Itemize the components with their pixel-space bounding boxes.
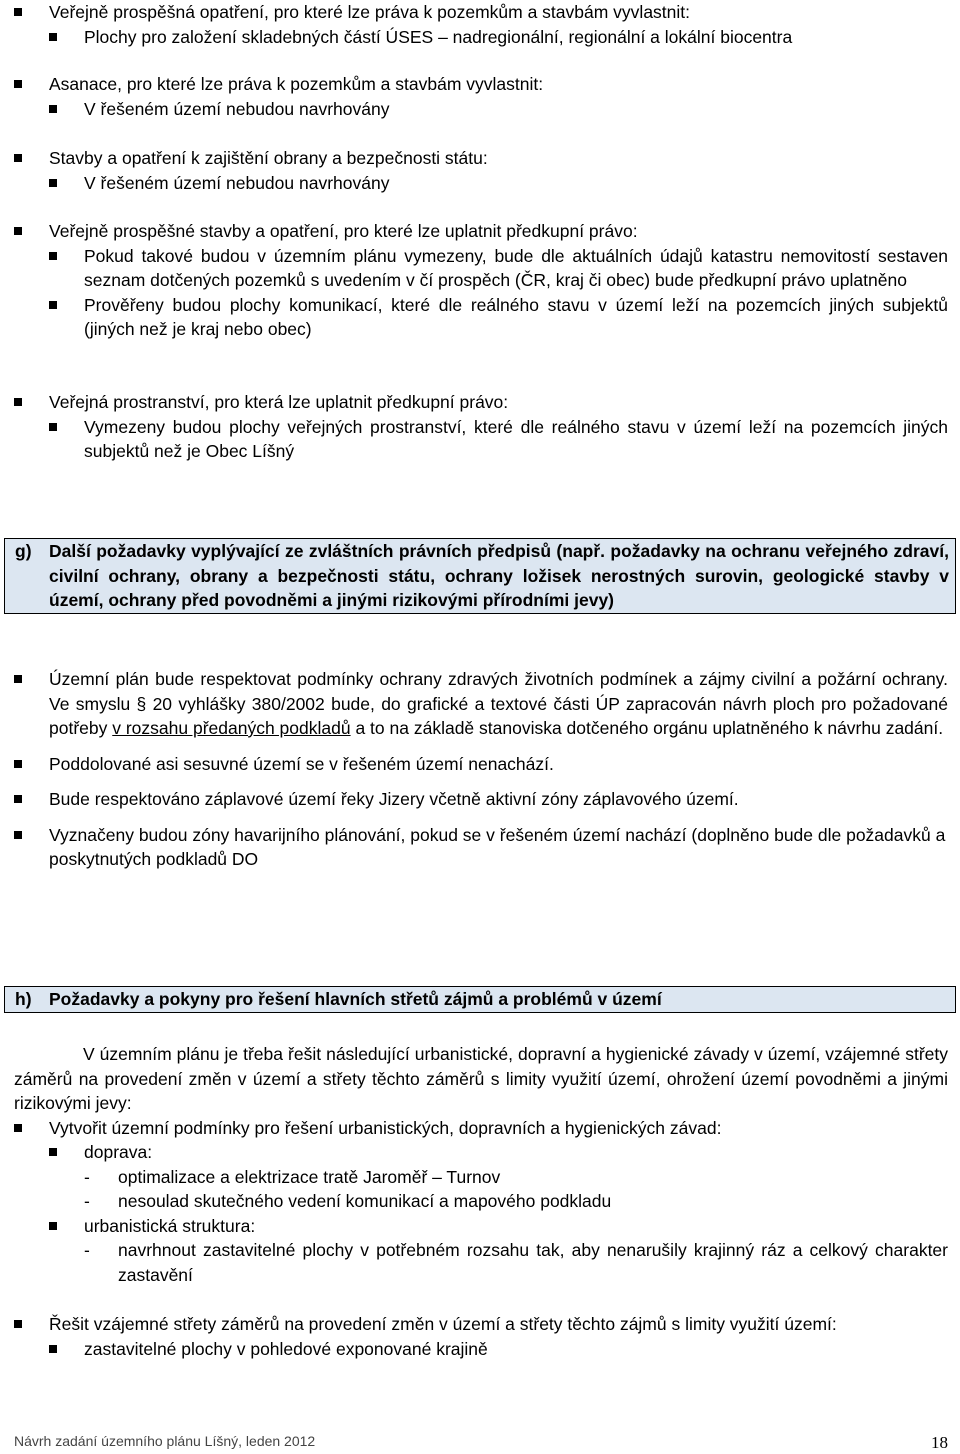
doprava-item-1: optimalizace a elektrizace tratě Jaroměř – Turnov	[118, 1166, 501, 1187]
footer-text: Návrh zadání územního plánu Líšný, leden 2012	[14, 1433, 316, 1449]
bullet-icon	[14, 795, 22, 803]
doprava-label: doprava:	[84, 1142, 153, 1162]
section-g-body	[0, 667, 948, 872]
underlined-text: v rozsahu předaných podkladů	[112, 718, 351, 738]
prostranstvi-item: Vymezeny budou plochy veřejných prostranství, které dle reálného stavu v území leží na pozemcích jiných subjektů než je Obec Líšný	[84, 416, 948, 461]
section-h-label: h)	[15, 989, 32, 1009]
dash-icon: -	[84, 1191, 90, 1211]
section-h-intro: V územním plánu je třeba řešit následující urbanistické, dopravní a hygienické závady v území, vzájemné střety záměrů na provedení změn v území a střety těchto záměrů s limity využití území, ohrožení území povodněmi a jinými rizikovými jevy:	[14, 1044, 948, 1113]
prostranstvi-title: Veřejná prostranství, pro která lze uplatnit předkupní právo:	[49, 392, 509, 412]
bullet-icon	[49, 179, 57, 187]
asanace-section	[0, 72, 960, 121]
bullet-icon	[49, 105, 57, 113]
section-g-label: g)	[15, 541, 32, 561]
bullet-icon	[14, 760, 22, 768]
section-h-bullet-2-item: zastavitelné plochy v pohledové exponované krajině	[84, 1338, 488, 1359]
predkupni-item-1: Pokud takové budou v územním plánu vymezeny, bude dle aktuálních údajů katastru nemovitostí sestaven seznam dotčených pozemků s uvedením v čí prospěch (ČR, kraj či obec) bude předkupní právo uplatněno	[84, 245, 948, 290]
dash-icon: -	[84, 1166, 90, 1187]
bullet-icon	[49, 1148, 57, 1156]
section-h-bullet-1: Vytvořit územní podmínky pro řešení urbanistických, dopravních a hygienických závad:	[49, 1117, 722, 1138]
asanace-title: Asanace, pro které lze práva k pozemkům a stavbám vyvlastnit:	[49, 74, 544, 94]
page-number: 18	[931, 1433, 948, 1452]
section-h-title: Požadavky a pokyny pro řešení hlavních střetů zájmů a problémů v území	[49, 989, 662, 1009]
section-g-heading	[4, 538, 956, 614]
bullet-icon	[14, 831, 22, 839]
asanace-item: V řešeném území nebudou navrhovány	[84, 98, 390, 119]
doprava-item-2: nesoulad skutečného vedení komunikací a mapového podkladu	[118, 1191, 612, 1211]
bullet-icon	[14, 8, 22, 16]
predkupni-title: Veřejně prospěšné stavby a opatření, pro které lze uplatnit předkupní právo:	[49, 221, 638, 241]
vpo-title: Veřejně prospěšná opatření, pro které lze práva k pozemkům a stavbám vyvlastnit:	[49, 2, 691, 22]
obrana-section	[0, 146, 960, 195]
bullet-icon	[49, 301, 57, 309]
section-h-bullet-2: Řešit vzájemné střety záměrů na provedení změn v území a střety těchto zájmů s limity využití území:	[49, 1314, 837, 1334]
bullet-icon	[14, 1124, 22, 1132]
bullet-icon	[14, 675, 22, 683]
bullet-icon	[14, 398, 22, 406]
vpo-item: Plochy pro založení skladebných částí ÚSES – nadregionální, regionální a lokální biocentra	[84, 26, 793, 47]
bullet-icon	[14, 154, 22, 162]
bullet-icon	[14, 227, 22, 235]
bullet-icon	[49, 33, 57, 41]
urbanisticka-label: urbanistická struktura:	[84, 1215, 256, 1236]
section-g-paragraph-4: Vyznačeny budou zóny havarijního plánování, pokud se v řešeném území nachází (doplněno bude dle požadavků a poskytnutých podkladů DO	[49, 824, 946, 869]
urbanisticka-item-1: navrhnout zastavitelné plochy v potřebném rozsahu tak, aby nenarušily krajinný ráz a celkový charakter zastavění	[118, 1240, 948, 1285]
section-g-paragraph-1: Územní plán bude respektovat podmínky ochrany zdravých životních podmínek a zájmy civilní a požární ochrany. Ve smyslu § 20 vyhlášky 380/2002 bude, do grafické a textové části ÚP zapracován návrh ploch pro požadované potřeby v rozsahu předaných podkladů a to na základě stanoviska dotčeného orgánu uplatněného k návrhu zadání.	[49, 669, 948, 738]
obrana-item: V řešeném území nebudou navrhovány	[84, 172, 390, 193]
section-h-heading	[4, 986, 956, 1013]
vpo-section	[0, 0, 960, 49]
section-h-body	[0, 1042, 948, 1361]
bullet-icon	[14, 80, 22, 88]
section-g-paragraph-3: Bude respektováno záplavové území řeky Jizery včetně aktivní zóny záplavového území.	[49, 789, 739, 809]
predkupni-section	[0, 219, 948, 342]
bullet-icon	[49, 1222, 57, 1230]
dash-icon: -	[84, 1240, 90, 1260]
section-g-paragraph-2: Poddolované asi sesuvné území se v řešeném území nenachází.	[49, 753, 554, 774]
bullet-icon	[14, 1320, 22, 1328]
bullet-icon	[49, 1345, 57, 1353]
section-g-title: Další požadavky vyplývající ze zvláštních právních předpisů (např. požadavky na ochranu veřejného zdraví, civilní ochrany, obrany a bezpečnosti státu, ochrany ložisek nerostných surovin, geologické stavby v území, ochrany před povodněmi a jinými rizikovými přírodními jevy)	[49, 541, 949, 610]
bullet-icon	[49, 423, 57, 431]
prostranstvi-section	[0, 390, 948, 464]
bullet-icon	[49, 252, 57, 260]
predkupni-item-2: Prověřeny budou plochy komunikací, které dle reálného stavu v území leží na pozemcích jiných subjektů (jiných než je kraj nebo obec)	[84, 294, 948, 339]
obrana-title: Stavby a opatření k zajištění obrany a bezpečnosti státu:	[49, 148, 488, 168]
